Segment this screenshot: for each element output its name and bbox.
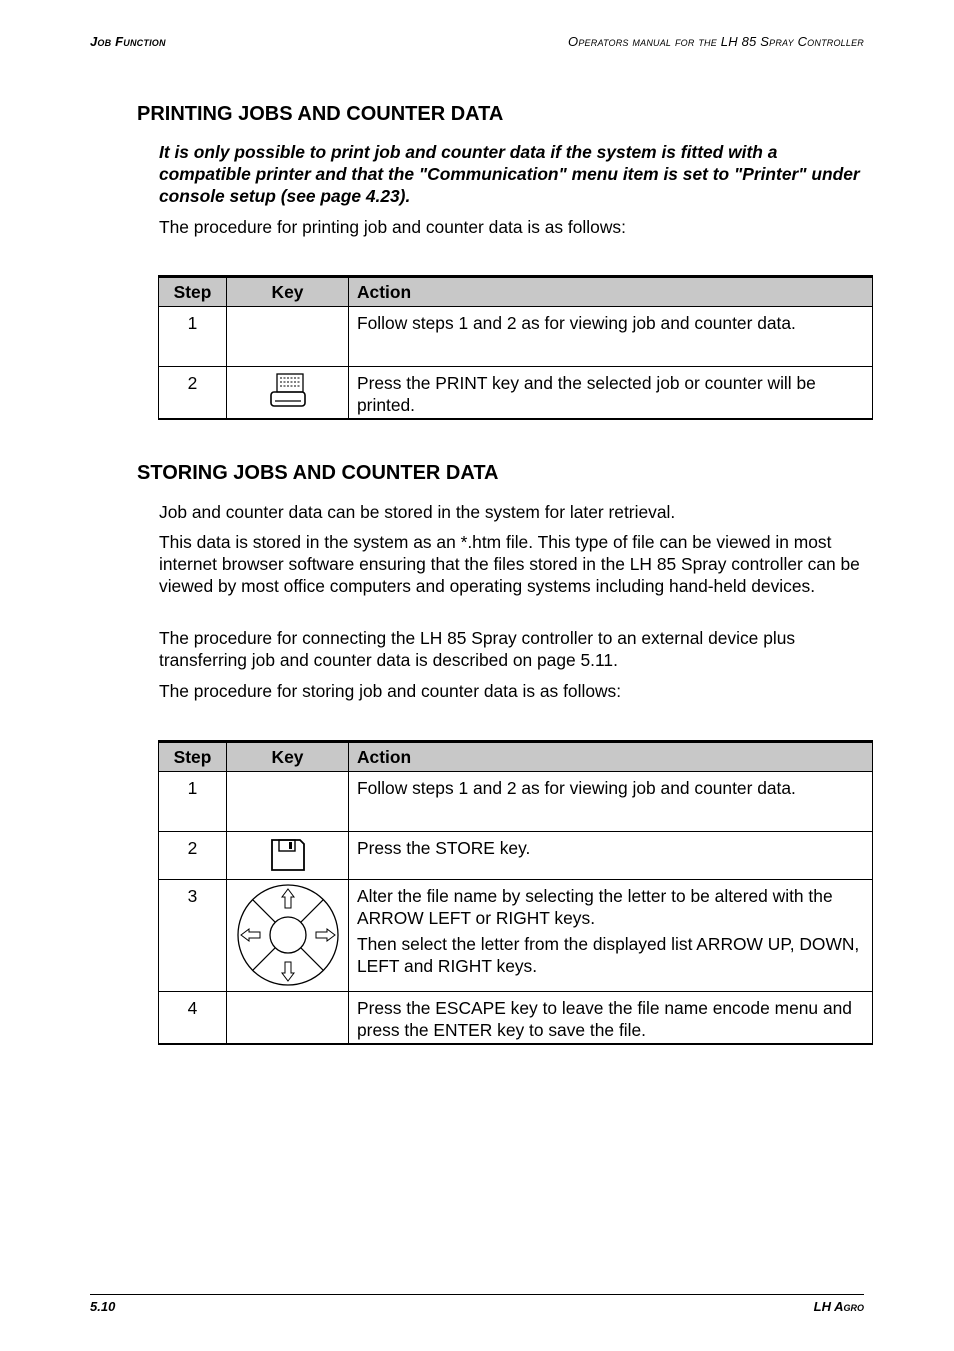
key-cell-empty xyxy=(227,992,349,1044)
running-header-left: Job Function xyxy=(90,34,166,49)
step-number: 1 xyxy=(159,307,227,367)
action-text: Press the PRINT key and the selected job or counter will be printed. xyxy=(357,373,816,415)
step-number: 2 xyxy=(159,832,227,880)
key-cell-empty xyxy=(227,772,349,832)
key-cell xyxy=(227,367,349,419)
action-text: Alter the file name by selecting the letter to be altered with the ARROW LEFT or RIGHT keys. xyxy=(357,886,833,928)
section-title-storing: STORING JOBS AND COUNTER DATA xyxy=(137,462,499,484)
printing-steps-table xyxy=(158,275,873,420)
key-cell xyxy=(227,880,349,992)
table-row xyxy=(159,832,873,880)
table-row xyxy=(159,992,873,1044)
step-action xyxy=(349,772,873,832)
action-text: Follow steps 1 and 2 as for viewing job and counter data. xyxy=(357,313,796,333)
table-row xyxy=(159,307,873,367)
step-action xyxy=(349,992,873,1044)
step-number: 2 xyxy=(159,367,227,419)
action-text: Press the STORE key. xyxy=(357,838,531,858)
col-header-key: Key xyxy=(227,742,349,772)
storing-steps-table xyxy=(158,740,873,1045)
action-text: Then select the letter from the displayed list ARROW UP, DOWN, LEFT and RIGHT keys. xyxy=(357,934,860,976)
key-cell-empty xyxy=(227,307,349,367)
step-action xyxy=(349,880,873,992)
col-header-step: Step xyxy=(159,277,227,307)
printer-key-icon xyxy=(267,371,309,411)
table-row xyxy=(159,880,873,992)
col-header-step: Step xyxy=(159,742,227,772)
step-action xyxy=(349,832,873,880)
table-header-row xyxy=(159,742,873,772)
floppy-disk-store-key-icon xyxy=(268,836,308,874)
arrow-keypad-icon xyxy=(236,884,340,986)
key-cell xyxy=(227,832,349,880)
section-title-printing: PRINTING JOBS AND COUNTER DATA xyxy=(137,103,504,125)
storing-paragraph: Job and counter data can be stored in the system for later retrieval. xyxy=(159,502,676,522)
printing-intro: The procedure for printing job and counter data is as follows: xyxy=(159,217,626,237)
action-text: Press the ESCAPE key to leave the file name encode menu and press the ENTER key to save the file. xyxy=(357,998,852,1040)
storing-paragraph: This data is stored in the system as an *.htm file. This type of file can be viewed in most internet browser software ensuring that the files stored in the LH 85 Spray controller can be viewed by most office computers and operating systems including hand-held devices. xyxy=(159,532,860,596)
footer-divider xyxy=(90,1294,864,1295)
table-row xyxy=(159,772,873,832)
col-header-key: Key xyxy=(227,277,349,307)
printer-requirement-note: It is only possible to print job and counter data if the system is fitted with a compatible printer and that the "Communication" menu item is set to "Printer" under console setup (see page 4.23). xyxy=(159,142,860,206)
step-action xyxy=(349,307,873,367)
storing-paragraph: The procedure for connecting the LH 85 Spray controller to an external device plus transferring job and counter data is described on page 5.11. xyxy=(159,628,796,670)
action-text: Follow steps 1 and 2 as for viewing job and counter data. xyxy=(357,778,796,798)
step-number: 3 xyxy=(159,880,227,992)
page-number: 5.10 xyxy=(90,1299,116,1314)
col-header-action: Action xyxy=(349,277,873,307)
storing-intro: The procedure for storing job and counter data is as follows: xyxy=(159,681,622,701)
step-action xyxy=(349,367,873,419)
footer-brand: LH Agro xyxy=(813,1299,864,1314)
table-row xyxy=(159,367,873,419)
step-number: 1 xyxy=(159,772,227,832)
step-number: 4 xyxy=(159,992,227,1044)
col-header-action: Action xyxy=(349,742,873,772)
table-header-row xyxy=(159,277,873,307)
running-header-right: Operators manual for the LH 85 Spray Controller xyxy=(568,34,864,49)
